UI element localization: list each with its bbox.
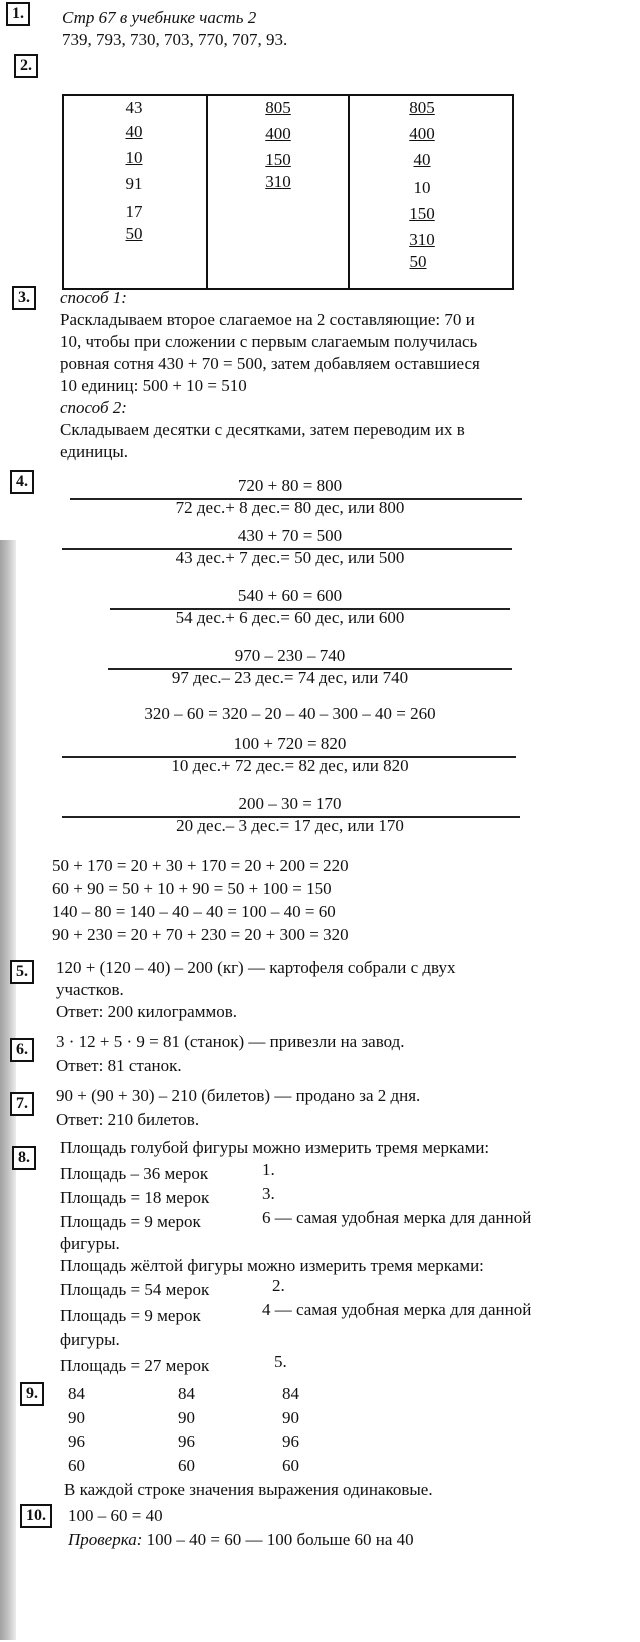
table-cell: 91 bbox=[125, 174, 143, 193]
task-number-3: 3. bbox=[12, 286, 36, 310]
solution-line: 3 · 12 + 5 · 9 = 81 (станок) — привезли на завод. bbox=[56, 1032, 405, 1051]
table-cell: 400 bbox=[265, 124, 291, 143]
answer-line: Ответ: 81 станок. bbox=[56, 1056, 182, 1075]
answer-line: Ответ: 210 билетов. bbox=[56, 1110, 200, 1129]
scan-edge-shadow bbox=[0, 540, 16, 1640]
fraction-bottom: 10 дес.+ 72 дес.= 82 дес, или 820 bbox=[171, 756, 409, 775]
equation-line: 140 – 80 = 140 – 40 – 40 = 100 – 40 = 60 bbox=[52, 902, 336, 921]
paragraph-line: Складываем десятки с десятками, затем переводим их в bbox=[60, 420, 465, 439]
value-cell: 90 bbox=[282, 1408, 299, 1427]
table-cell: 805 bbox=[265, 98, 291, 117]
table-cell: 50 bbox=[125, 224, 143, 243]
area-heading: Площадь жёлтой фигуры можно измерить тремя мерками: bbox=[60, 1256, 484, 1275]
task-number-9: 9. bbox=[20, 1382, 44, 1406]
table-divider bbox=[348, 96, 350, 288]
table-cell: 310 bbox=[409, 230, 435, 249]
table-divider bbox=[206, 96, 208, 288]
table-cell: 40 bbox=[413, 150, 431, 169]
area-measure: 6 — самая удобная мерка для данной bbox=[262, 1208, 532, 1227]
paragraph-line: 10 единиц: 500 + 10 = 510 bbox=[60, 376, 247, 395]
task-number-6: 6. bbox=[10, 1038, 34, 1062]
fraction-bottom: 43 дес.+ 7 дес.= 50 дес, или 500 bbox=[175, 548, 405, 567]
value-cell: 96 bbox=[68, 1432, 85, 1451]
table-cell: 43 bbox=[125, 98, 143, 117]
area-line: Площадь = 54 мерок bbox=[60, 1280, 210, 1299]
equation-line: 320 – 60 = 320 – 20 – 40 – 300 – 40 = 260 bbox=[144, 704, 436, 723]
table-cell: 150 bbox=[265, 150, 291, 169]
fraction-top: 970 – 230 – 740 bbox=[234, 646, 346, 665]
fraction-top: 430 + 70 = 500 bbox=[237, 526, 343, 545]
value-cell: 84 bbox=[178, 1384, 195, 1403]
fraction-top: 200 – 30 = 170 bbox=[238, 794, 342, 813]
value-cell: 84 bbox=[68, 1384, 85, 1403]
solution-line: 120 + (120 – 40) – 200 (кг) — картофеля собрали с двух bbox=[56, 958, 456, 977]
check-label: Проверка: bbox=[68, 1530, 143, 1549]
method-1-label: способ 1: bbox=[60, 288, 127, 307]
value-cell: 90 bbox=[178, 1408, 195, 1427]
area-line: фигуры. bbox=[60, 1234, 120, 1253]
value-cell: 84 bbox=[282, 1384, 299, 1403]
method-2-label: способ 2: bbox=[60, 398, 127, 417]
area-line: Площадь = 27 мерок bbox=[60, 1356, 210, 1375]
solution-line: 90 + (90 + 30) – 210 (билетов) — продано за 2 дня. bbox=[56, 1086, 421, 1105]
area-line: Площадь = 9 мерок bbox=[60, 1212, 201, 1231]
task-number-2: 2. bbox=[14, 54, 38, 78]
table-cell: 805 bbox=[409, 98, 435, 117]
paragraph-line: единицы. bbox=[60, 442, 129, 461]
table-cell: 17 bbox=[125, 202, 143, 221]
value-cell: 90 bbox=[68, 1408, 85, 1427]
table-cell: 400 bbox=[409, 124, 435, 143]
area-measure: 2. bbox=[272, 1276, 285, 1295]
table-cell: 10 bbox=[125, 148, 143, 167]
addition-table bbox=[62, 94, 514, 290]
table-cell: 40 bbox=[125, 122, 143, 141]
area-measure: 3. bbox=[262, 1184, 275, 1203]
equation-line: 60 + 90 = 50 + 10 + 90 = 50 + 100 = 150 bbox=[52, 879, 332, 898]
solution-line: участков. bbox=[56, 980, 124, 999]
task-number-5: 5. bbox=[10, 960, 34, 984]
table-cell: 10 bbox=[413, 178, 431, 197]
number-list: 739, 793, 730, 703, 770, 707, 93. bbox=[62, 30, 288, 49]
answer-line: Ответ: 200 килограммов. bbox=[56, 1002, 237, 1021]
fraction-bottom: 20 дес.– 3 дес.= 17 дес, или 170 bbox=[176, 816, 404, 835]
task-number-4: 4. bbox=[10, 470, 34, 494]
area-line: фигуры. bbox=[60, 1330, 120, 1349]
area-line: Площадь – 36 мерок bbox=[60, 1164, 209, 1183]
table-cell: 50 bbox=[409, 252, 427, 271]
value-cell: 96 bbox=[178, 1432, 195, 1451]
area-line: Площадь = 9 мерок bbox=[60, 1306, 201, 1325]
area-measure: 4 — самая удобная мерка для данной bbox=[262, 1300, 532, 1319]
task-number-7: 7. bbox=[10, 1092, 34, 1116]
task-number-1: 1. bbox=[6, 2, 30, 26]
equation-line: 100 – 60 = 40 bbox=[68, 1506, 163, 1525]
table-cell: 310 bbox=[265, 172, 291, 191]
value-cell: 60 bbox=[282, 1456, 299, 1475]
table-cell: 150 bbox=[409, 204, 435, 223]
area-heading: Площадь голубой фигуры можно измерить тремя мерками: bbox=[60, 1138, 490, 1157]
area-measure: 1. bbox=[262, 1160, 275, 1179]
value-cell: 60 bbox=[178, 1456, 195, 1475]
check-line bbox=[68, 1530, 414, 1550]
area-line: Площадь = 18 мерок bbox=[60, 1188, 210, 1207]
textbook-reference: Стр 67 в учебнике часть 2 bbox=[62, 8, 257, 27]
fraction-bottom: 97 дес.– 23 дес.= 74 дес, или 740 bbox=[171, 668, 409, 687]
area-measure: 5. bbox=[274, 1352, 287, 1371]
fraction-top: 540 + 60 = 600 bbox=[237, 586, 343, 605]
value-cell: 96 bbox=[282, 1432, 299, 1451]
paragraph-line: Раскладываем второе слагаемое на 2 составляющие: 70 и bbox=[60, 310, 475, 329]
check-text: 100 – 40 = 60 — 100 больше 60 на 40 bbox=[142, 1530, 414, 1549]
equation-line: 90 + 230 = 20 + 70 + 230 = 20 + 300 = 320 bbox=[52, 925, 349, 944]
task-number-10: 10. bbox=[20, 1504, 52, 1528]
paragraph-line: ровная сотня 430 + 70 = 500, затем добавляем оставшиеся bbox=[60, 354, 480, 373]
fraction-bottom: 54 дес.+ 6 дес.= 60 дес, или 600 bbox=[175, 608, 405, 627]
value-cell: 60 bbox=[68, 1456, 85, 1475]
fraction-top: 720 + 80 = 800 bbox=[237, 476, 343, 495]
fraction-top: 100 + 720 = 820 bbox=[233, 734, 347, 753]
equation-line: 50 + 170 = 20 + 30 + 170 = 20 + 200 = 220 bbox=[52, 856, 349, 875]
fraction-bottom: 72 дес.+ 8 дес.= 80 дес, или 800 bbox=[175, 498, 405, 517]
conclusion-line: В каждой строке значения выражения одинаковые. bbox=[64, 1480, 433, 1499]
task-number-8: 8. bbox=[12, 1146, 36, 1170]
paragraph-line: 10, чтобы при сложении с первым слагаемым получилась bbox=[60, 332, 478, 351]
